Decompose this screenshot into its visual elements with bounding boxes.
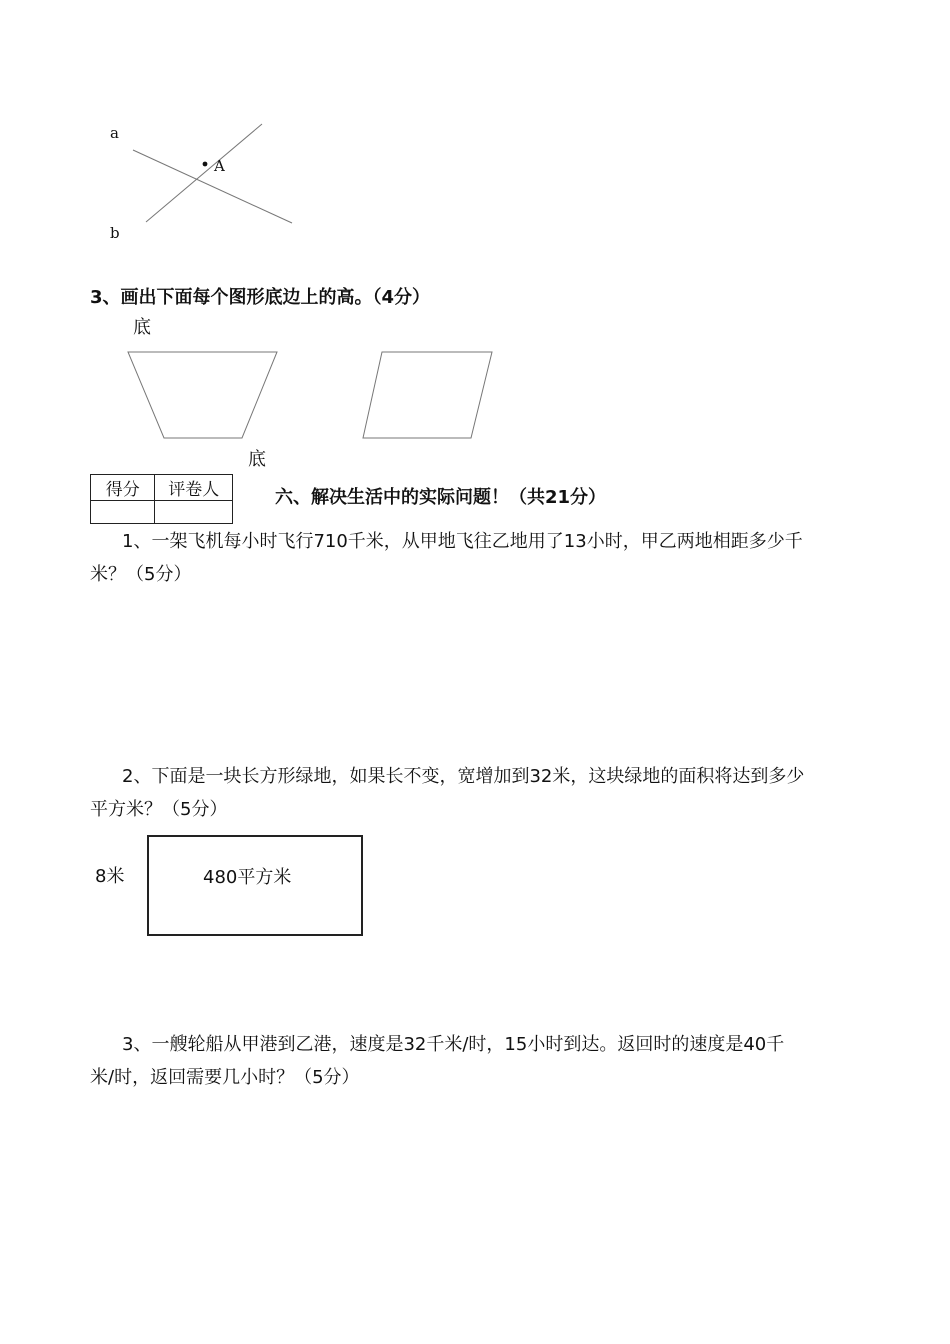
base-label-bottom: 底 bbox=[248, 449, 266, 470]
line-a bbox=[133, 150, 292, 223]
score-cell bbox=[91, 501, 155, 524]
problem1-line2: 米？（5分） bbox=[90, 564, 192, 585]
problem3-line1: 3、一艘轮船从甲港到乙港，速度是32千米/时，15小时到达。返回时的速度是40千 bbox=[122, 1034, 785, 1055]
label-b: b bbox=[110, 224, 120, 242]
grader-header: 评卷人 bbox=[155, 475, 233, 501]
line-b bbox=[146, 124, 262, 222]
score-header: 得分 bbox=[91, 475, 155, 501]
label-a: a bbox=[110, 124, 119, 142]
q3-draw-title: 3、画出下面每个图形底边上的高。（4分） bbox=[90, 287, 431, 308]
intersecting-lines-figure bbox=[100, 115, 310, 250]
shapes-figure bbox=[120, 345, 500, 445]
problem1-line1: 1、一架飞机每小时飞行710千米，从甲地飞往乙地用了13小时，甲乙两地相距多少千 bbox=[122, 531, 803, 552]
rect-side-label: 8米 bbox=[95, 866, 125, 887]
score-table bbox=[90, 474, 233, 524]
base-label-top: 底 bbox=[133, 317, 151, 338]
trapezoid-shape bbox=[128, 352, 277, 438]
point-a-dot bbox=[203, 162, 208, 167]
problem3-line2: 米/时，返回需要几小时？（5分） bbox=[90, 1067, 360, 1088]
section6-title: 六、解决生活中的实际问题！（共21分） bbox=[275, 487, 607, 508]
parallelogram-shape bbox=[363, 352, 492, 438]
problem2-line2: 平方米？（5分） bbox=[90, 799, 228, 820]
problem2-line1: 2、下面是一块长方形绿地，如果长不变，宽增加到32米，这块绿地的面积将达到多少 bbox=[122, 766, 805, 787]
rect-area-label: 480平方米 bbox=[203, 867, 292, 888]
grader-cell bbox=[155, 501, 233, 524]
label-point-a: A bbox=[214, 157, 225, 175]
